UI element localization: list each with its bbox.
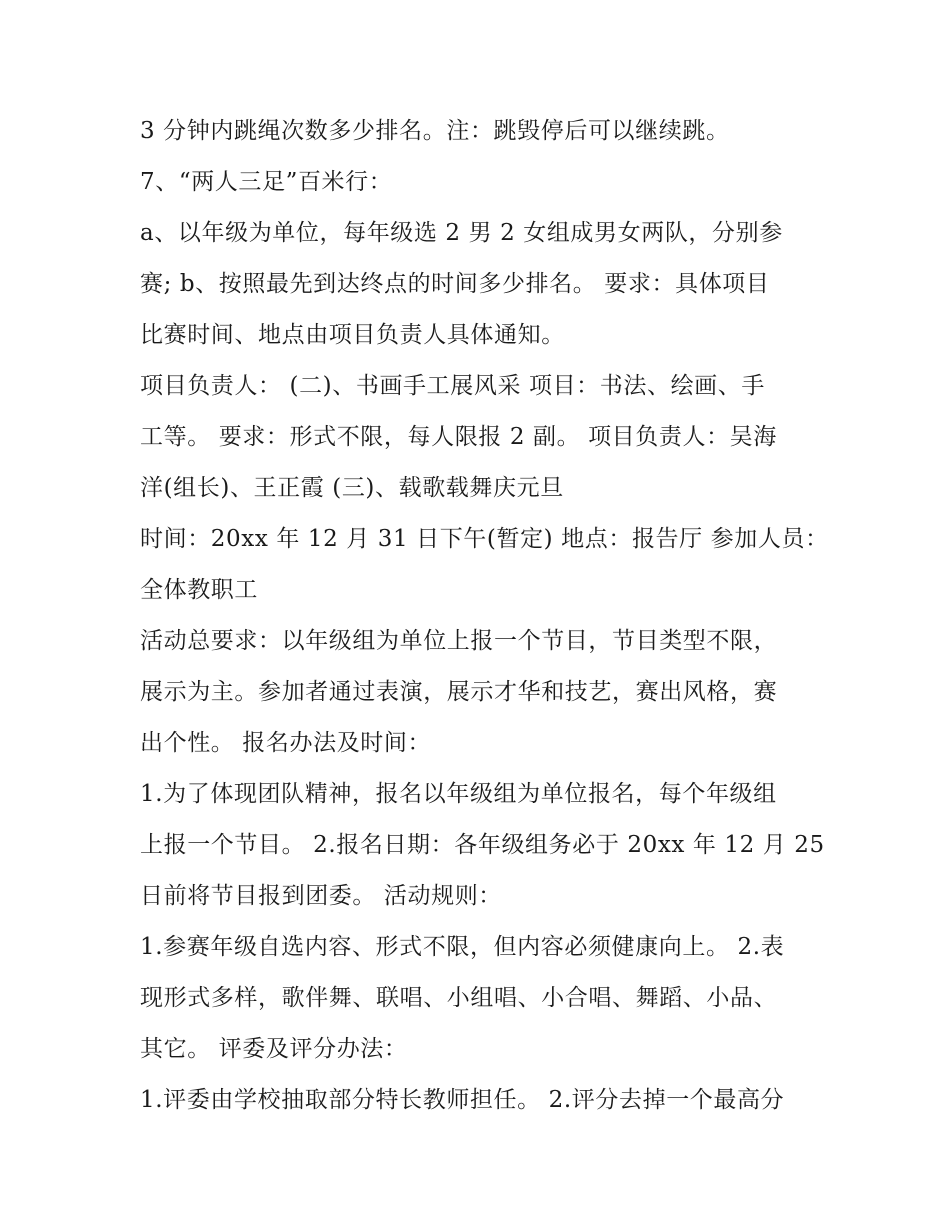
text-line: 其它。 评委及评分办法： xyxy=(140,1036,408,1062)
text-line: 展示为主。参加者通过表演，展示才华和技艺，赛出风格，赛 xyxy=(140,679,778,705)
text-line: 项目负责人： (二)、书画手工展风采 项目：书法、绘画、手 xyxy=(140,373,765,399)
text-line: 现形式多样，歌伴舞、联唱、小组唱、小合唱、舞蹈、小品、 xyxy=(140,985,778,1011)
text-line: 上报一个节目。 2.报名日期：各年级组务必于 20xx 年 12 月 25 xyxy=(140,832,825,858)
text-line: 7、“两人三足”百米行： xyxy=(140,169,393,195)
text-line: 出个性。 报名办法及时间： xyxy=(140,730,432,756)
text-line: 3 分钟内跳绳次数多少排名。注：跳毁停后可以继续跳。 xyxy=(140,118,730,144)
text-line: 全体教职工 xyxy=(140,577,258,603)
text-line: 1.为了体现团队精神，报名以年级组为单位报名，每个年级组 xyxy=(140,781,777,807)
text-line: 1.参赛年级自选内容、形式不限，但内容必须健康向上。 2.表 xyxy=(140,934,785,960)
text-line: 赛; b、按照最先到达终点的时间多少排名。 要求：具体项目 xyxy=(140,271,770,297)
text-line: 活动总要求：以年级组为单位上报一个节目，节目类型不限， xyxy=(140,628,778,654)
text-line: 洋(组长)、王正霞 (三)、载歌载舞庆元旦 xyxy=(140,475,564,501)
text-line: 1.评委由学校抽取部分特长教师担任。 2.评分去掉一个最高分 xyxy=(140,1087,785,1113)
text-line: 工等。 要求：形式不限，每人限报 2 副。 项目负责人：吴海 xyxy=(140,424,777,450)
text-line: 时间：20xx 年 12 月 31 日下午(暂定) 地点：报告厅 参加人员： xyxy=(140,526,829,552)
text-line: 日前将节目报到团委。 活动规则： xyxy=(140,883,502,909)
text-line: a、以年级为单位，每年级选 2 男 2 女组成男女两队，分别参 xyxy=(140,220,783,246)
document-body xyxy=(140,106,829,1126)
text-line: 比赛时间、地点由项目负责人具体通知。 xyxy=(140,322,565,348)
